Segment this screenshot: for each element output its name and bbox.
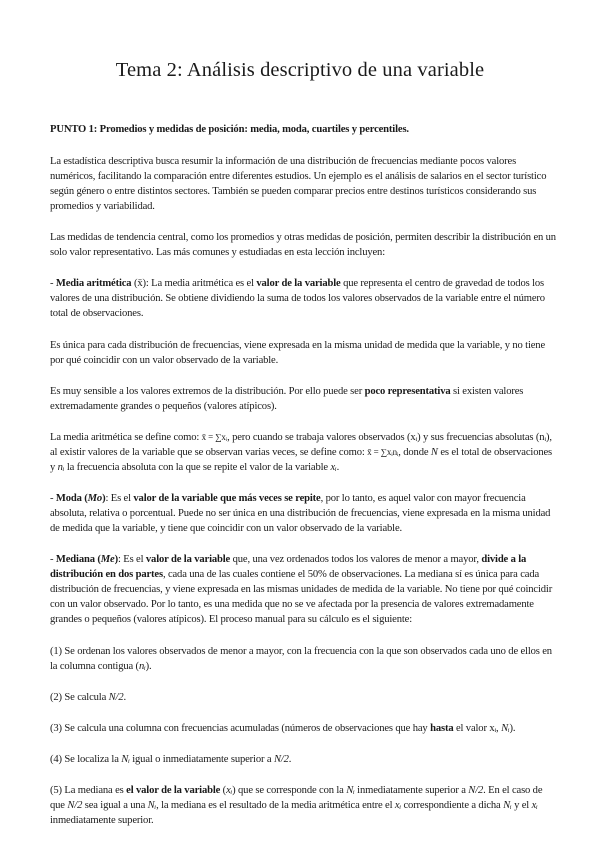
- media-label: Media aritmética: [55, 278, 132, 290]
- document-body: [50, 122, 557, 844]
- intro-paragraph-1: La estadística descriptiva busca resumir la información de una distribución de frecuencias mediante pocos valores numéricos, facilitando la comparación entre diferentes estudios. Un ejemplo es el análisis de salarios en el sector turístico según género o entre distintos sectores. También se pueden comparar precios entre destinos turísticos considerando sus promedios y variabilidad.: [50, 156, 547, 212]
- formula-weighted: x̄ = ∑xᵢnᵢ: [367, 446, 399, 457]
- step-1: (1) Se ordenan los valores observados de menor a mayor, con la frecuencia con la que son observados cada uno de ellos en la columna contigua (nᵢ).: [50, 645, 552, 672]
- page-title: Tema 2: Análisis descriptivo de una variable: [115, 59, 485, 81]
- media-sensitivity: Es muy sensible a los valores extremos de la distribución. Por ello puede ser poco representativa si existen valores extremadamente grandes o pequeños (valores atípicos).: [50, 385, 524, 412]
- step-5: (5) La mediana es el valor de la variable (xᵢ) que se corresponde con la Nᵢ inmediatamente superior a N/2. En el caso de que N/2 sea igual a una Nᵢ, la mediana es el resultado de la media aritmética entre el xᵢ correspondiente a dicha Nᵢ y el xᵢ inmediatamente superior.: [50, 785, 543, 827]
- moda-definition: - Moda (Mo): Es el valor de la variable que más veces se repite, por lo tanto, es aquel valor con mayor frecuencia absoluta, relativa o porcentual. Puede no ser única en una distribución de frecuencias, viene expresada en la misma unidad de medida que la variable, y tiene que coincidir con un valor observado de la variable.: [50, 493, 551, 535]
- media-definition: - Media aritmética (x̄): La media aritmética es el valor de la variable que representa el centro de gravedad de todos los valores de una distribución. Se obtiene dividiendo la suma de todos los valores observados de la variable entre el número total de observaciones.: [50, 278, 545, 320]
- step-4: (4) Se localiza la Nᵢ igual o inmediatamente superior a N/2.: [50, 754, 292, 766]
- mediana-label: Mediana (Me): [55, 554, 118, 566]
- mediana-definition: - Mediana (Me): Es el valor de la variable que, una vez ordenados todos los valores de menor a mayor, divide a la distribución en dos partes, cada una de las cuales contiene el 50% de observaciones. La mediana sí es única para cada distribución de frecuencias, y viene expresada en las mismas unidades de medida de la variable. No tiene por qué coincidir con un valor observado. Por lo tanto, es una medida que no se ve afectada por la presencia de valores extremadamente grandes o pequeños (valores atípicos). El proceso manual para su cálculo es el siguiente:: [50, 554, 553, 626]
- media-formula: La media aritmética se define como: x̄ = ∑xᵢ, pero cuando se trabaja valores observados (xᵢ) y sus frecuencias absolutas (nᵢ), al existir valores de la variable que se observan varias veces, se define como: x̄ = ∑xᵢnᵢ, donde N es el total de observaciones y nᵢ la frecuencia absoluta con la que se repite el valor de la variable xᵢ.: [50, 431, 553, 473]
- intro-paragraph-2: Las medidas de tendencia central, como los promedios y otras medidas de posición, permiten describir la distribución en un solo valor representativo. Las más comunes y estudiadas en esta lección incluyen:: [50, 232, 556, 259]
- media-uniqueness: Es única para cada distribución de frecuencias, viene expresada en la misma unidad de medida que la variable, y no tiene por qué coincidir con un valor observado de la variable.: [50, 339, 545, 366]
- formula-simple: x̄ = ∑xᵢ: [201, 431, 228, 442]
- step-2: (2) Se calcula N/2.: [50, 691, 126, 703]
- section-heading: PUNTO 1: Promedios y medidas de posición: media, moda, cuartiles y percentiles.: [50, 124, 409, 135]
- step-3: (3) Se calcula una columna con frecuencias acumuladas (números de observaciones que hay hasta el valor xᵢ, Nᵢ).: [50, 722, 516, 734]
- moda-label: Moda (Mo): [55, 493, 106, 505]
